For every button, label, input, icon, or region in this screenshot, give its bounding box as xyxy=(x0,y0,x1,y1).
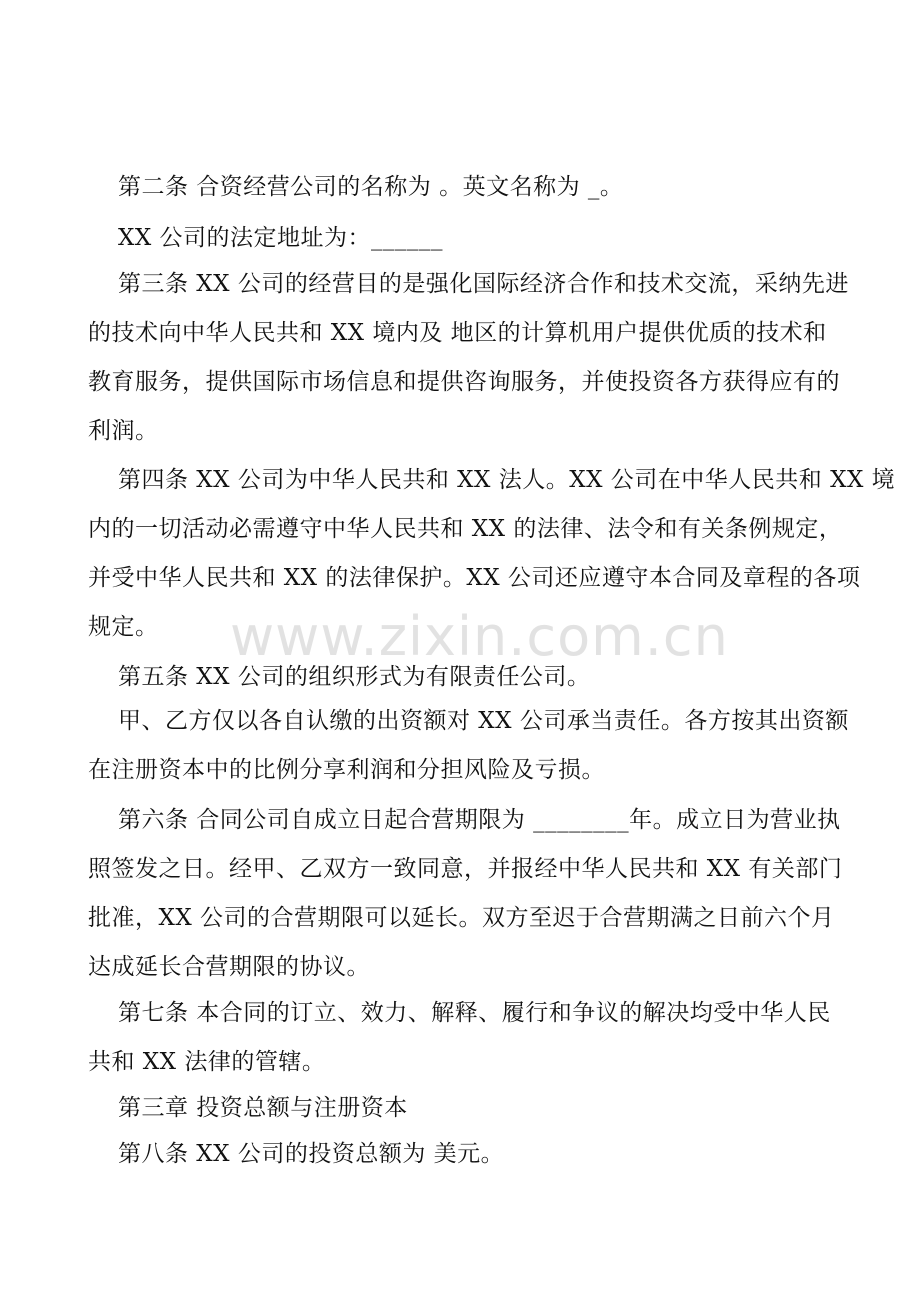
article-4-line-2: 内的一切活动必需遵守中华人民共和 XX 的法律、法令和有关条例规定， xyxy=(88,516,843,542)
article-6-line-4: 达成延长合营期限的协议。 xyxy=(88,954,370,980)
article-7-line-2: 共和 XX 法律的管辖。 xyxy=(88,1049,326,1075)
article-2-name: 第二条 合资经营公司的名称为 。英文名称为 _。 xyxy=(118,174,624,200)
chapter-3-heading: 第三章 投资总额与注册资本 xyxy=(118,1095,408,1121)
article-6-line-1: 第六条 合同公司自成立日起合营期限为 ________年。成立日为营业执 xyxy=(118,807,841,833)
article-4-line-1: 第四条 XX 公司为中华人民共和 XX 法人。XX 公司在中华人民共和 XX 境 xyxy=(118,467,896,493)
article-6-line-2: 照签发之日。经甲、乙双方一致同意，并报经中华人民共和 XX 有关部门 xyxy=(88,856,843,882)
article-7-line-1: 第七条 本合同的订立、效力、解释、履行和争议的解决均受中华人民 xyxy=(118,1000,831,1026)
article-6-line-3: 批准，XX 公司的合营期限可以延长。双方至迟于合营期满之日前六个月 xyxy=(88,905,835,931)
article-3-line-3: 教育服务，提供国际市场信息和提供咨询服务，并使投资各方获得应有的 xyxy=(88,369,840,395)
article-4-line-4: 规定。 xyxy=(88,614,159,640)
article-3-line-1: 第三条 XX 公司的经营目的是强化国际经济合作和技术交流，采纳先进 xyxy=(118,271,849,297)
article-4-line-3: 并受中华人民共和 XX 的法律保护。XX 公司还应遵守本合同及章程的各项 xyxy=(88,565,861,591)
liability-line-1: 甲、乙方仅以各自认缴的出资额对 XX 公司承当责任。各方按其出资额 xyxy=(118,708,849,734)
liability-line-2: 在注册资本中的比例分享利润和分担风险及亏损。 xyxy=(88,757,605,783)
watermark: www.zixin.com.cn xyxy=(230,605,729,668)
article-5: 第五条 XX 公司的组织形式为有限责任公司。 xyxy=(118,664,591,690)
article-3-line-2: 的技术向中华人民共和 XX 境内及 地区的计算机用户提供优质的技术和 xyxy=(88,320,827,346)
article-8: 第八条 XX 公司的投资总额为 美元。 xyxy=(118,1141,505,1167)
legal-address: XX 公司的法定地址为：______ xyxy=(118,225,444,251)
article-3-line-4: 利润。 xyxy=(88,418,159,444)
